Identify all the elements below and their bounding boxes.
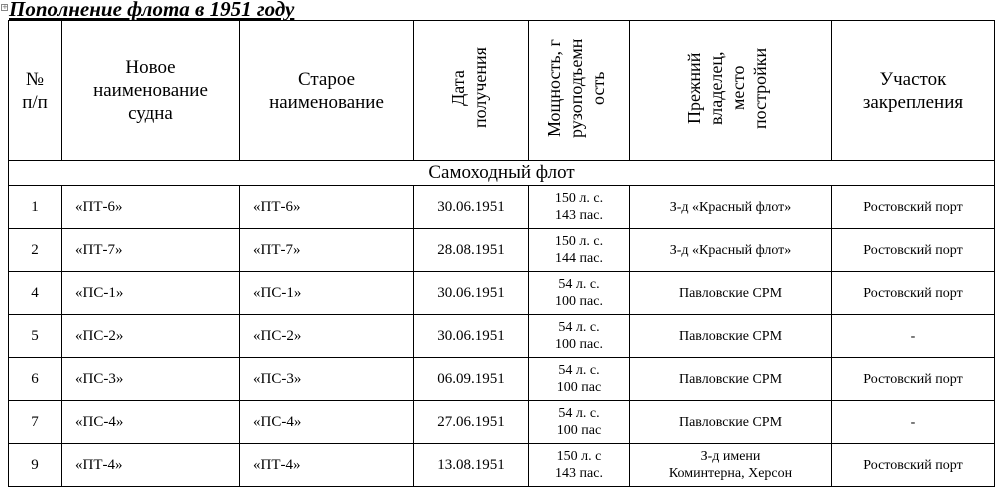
header-power-label: [543, 36, 615, 141]
header-owner-label: [683, 38, 779, 138]
cell-num: 9: [9, 444, 62, 487]
cell-num: 2: [9, 229, 62, 272]
header-date-text: Дата получения: [448, 47, 490, 129]
document-title: Пополнение флота в 1951 году: [9, 0, 295, 21]
cell-area: Ростовский порт: [832, 444, 995, 487]
cell-old-name: «ПС-2»: [240, 315, 414, 358]
header-date-label: [447, 33, 495, 143]
header-num-label: № п/п: [22, 68, 48, 113]
cell-date: 28.08.1951: [414, 229, 529, 272]
cell-num: 5: [9, 315, 62, 358]
cell-owner: З-д «Красный флот»: [630, 186, 832, 229]
cell-owner: Павловские СРМ: [630, 401, 832, 444]
cell-power: 150 л. с. 143 пас.: [529, 186, 630, 229]
cell-old-name: «ПС-3»: [240, 358, 414, 401]
cell-num: 4: [9, 272, 62, 315]
cell-area: Ростовский порт: [832, 186, 995, 229]
cell-new-name: «ПТ-6»: [62, 186, 240, 229]
header-power-text: Мощность, грузоподъемность: [544, 38, 608, 138]
cell-new-name: «ПТ-7»: [62, 229, 240, 272]
cell-area: Ростовский порт: [832, 229, 995, 272]
section-row: [9, 161, 995, 186]
cell-new-name: «ПС-3»: [62, 358, 240, 401]
cell-num: 1: [9, 186, 62, 229]
cell-area: -: [832, 401, 995, 444]
cell-date: 13.08.1951: [414, 444, 529, 487]
header-date: [414, 21, 529, 161]
header-old-name: [240, 21, 414, 161]
section-title: Самоходный флот: [9, 161, 995, 186]
cell-old-name: «ПС-1»: [240, 272, 414, 315]
table-row: [9, 444, 995, 487]
cell-owner: Павловские СРМ: [630, 315, 832, 358]
table-row: [9, 272, 995, 315]
cell-power: 150 л. с. 144 пас.: [529, 229, 630, 272]
table-row: [9, 315, 995, 358]
table-anchor-icon[interactable]: +: [2, 3, 8, 11]
header-num: [9, 21, 62, 161]
cell-new-name: «ПТ-4»: [62, 444, 240, 487]
cell-old-name: «ПТ-4»: [240, 444, 414, 487]
cell-owner: Павловские СРМ: [630, 272, 832, 315]
header-old-name-label: Старое наименование: [269, 68, 384, 113]
header-new-name-label: Новое наименование судна: [93, 57, 208, 124]
cell-num: 7: [9, 401, 62, 444]
cell-owner: З-д «Красный флот»: [630, 229, 832, 272]
cell-old-name: «ПТ-6»: [240, 186, 414, 229]
cell-num: 6: [9, 358, 62, 401]
cell-power: 150 л. с 143 пас.: [529, 444, 630, 487]
cell-power: 54 л. с. 100 пас.: [529, 272, 630, 315]
cell-new-name: «ПС-1»: [62, 272, 240, 315]
fleet-table: [8, 20, 995, 487]
header-owner: [630, 21, 832, 161]
header-area-label: Участок закрепления: [862, 68, 964, 113]
table-row: [9, 229, 995, 272]
cell-area: Ростовский порт: [832, 272, 995, 315]
cell-date: 27.06.1951: [414, 401, 529, 444]
header-row: [9, 21, 995, 161]
cell-power: 54 л. с. 100 пас.: [529, 315, 630, 358]
header-owner-text: Прежний владелец, место постройки: [683, 47, 770, 129]
table-row: [9, 186, 995, 229]
cell-power: 54 л. с. 100 пас: [529, 401, 630, 444]
cell-owner: Павловские СРМ: [630, 358, 832, 401]
cell-area: Ростовский порт: [832, 358, 995, 401]
header-new-name: [62, 21, 240, 161]
cell-owner: З-д имени Коминтерна, Херсон: [630, 444, 832, 487]
cell-new-name: «ПС-2»: [62, 315, 240, 358]
cell-old-name: «ПТ-7»: [240, 229, 414, 272]
cell-old-name: «ПС-4»: [240, 401, 414, 444]
cell-date: 30.06.1951: [414, 315, 529, 358]
header-area: [832, 21, 995, 161]
table-row: [9, 358, 995, 401]
cell-power: 54 л. с. 100 пас: [529, 358, 630, 401]
cell-area: -: [832, 315, 995, 358]
cell-date: 30.06.1951: [414, 272, 529, 315]
cell-date: 30.06.1951: [414, 186, 529, 229]
cell-new-name: «ПС-4»: [62, 401, 240, 444]
table-row: [9, 401, 995, 444]
cell-date: 06.09.1951: [414, 358, 529, 401]
header-power: [529, 21, 630, 161]
